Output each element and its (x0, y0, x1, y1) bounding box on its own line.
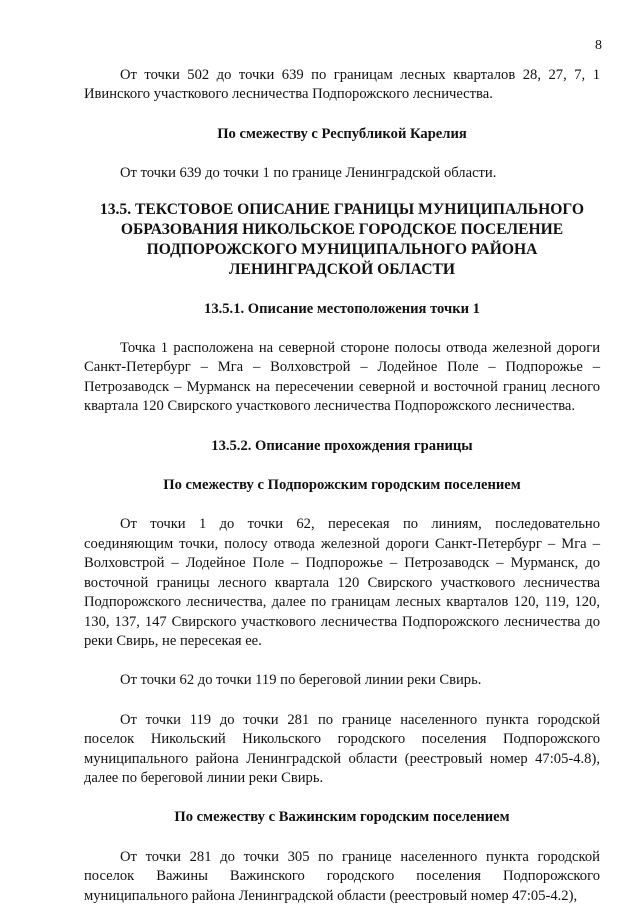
paragraph: От точки 1 до точки 62, пересекая по линиям, последовательно соединяющим точки, полосу отвода железной дороги Санкт-Петербург – Мга – Волховстрой – Лодейное Поле – Подпорожье – Петрозаводск – Мурманск, до восточной границы лесного квартала 120 Свирского участкового лесничества Подпорожского лесничества, далее по границам лесных кварталов 120, 119, 120, 130, 137, 147 Свирского участкового лесничества Подпорожского лесничества до реки Свирь, не пересекая ее. (84, 516, 600, 649)
paragraph: От точки 502 до точки 639 по границам лесных кварталов 28, 27, 7, 1 Ивинского участкового лесничества Подпорожского лесничества. (84, 67, 600, 103)
section-title: 13.5. ТЕКСТОВОЕ ОПИСАНИЕ ГРАНИЦЫ МУНИЦИПАЛЬНОГО ОБРАЗОВАНИЯ НИКОЛЬСКОЕ ГОРОДСКОЕ ПОСЕЛЕНИЕ ПОДПОРОЖСКОГО МУНИЦИПАЛЬНОГО РАЙОНА ЛЕНИНГРАДСКОЙ ОБЛАСТИ (99, 200, 585, 278)
document-body (84, 66, 600, 906)
paragraph: От точки 281 до точки 305 по границе населенного пункта городской поселок Важины Важинского городского поселения Подпорожского муниципального района Ленинградской области (реестровый номер 47:05-4.2), (84, 848, 600, 904)
paragraph: От точки 62 до точки 119 по береговой линии реки Свирь. (120, 672, 482, 689)
paragraph: Точка 1 расположена на северной стороне полосы отвода железной дороги Санкт-Петербург – Мга – Волховстрой – Лодейное Поле – Подпорожье – Петрозаводск – Мурманск на пересечении северной и восточной границ лесного квартала 120 Свирского участкового лесничества Подпорожского лесничества. (84, 340, 600, 415)
subsection-heading: 13.5.1. Описание местоположения точки 1 (204, 300, 480, 317)
section-heading: По смежеству с Республикой Карелия (217, 125, 467, 142)
paragraph: От точки 639 до точки 1 по границе Ленинградской области. (120, 165, 497, 182)
page-number: 8 (595, 38, 602, 53)
subsection-heading: 13.5.2. Описание прохождения границы (211, 437, 473, 454)
paragraph: От точки 119 до точки 281 по границе населенного пункта городской поселок Никольский Никольского городского поселения Подпорожского муниципального района Ленинградской области (реестровый номер 47:05-4.8), далее по береговой линии реки Свирь. (84, 711, 600, 786)
section-heading: По смежеству с Важинским городским поселением (174, 809, 510, 826)
section-heading: По смежеству с Подпорожским городским поселением (163, 477, 521, 494)
